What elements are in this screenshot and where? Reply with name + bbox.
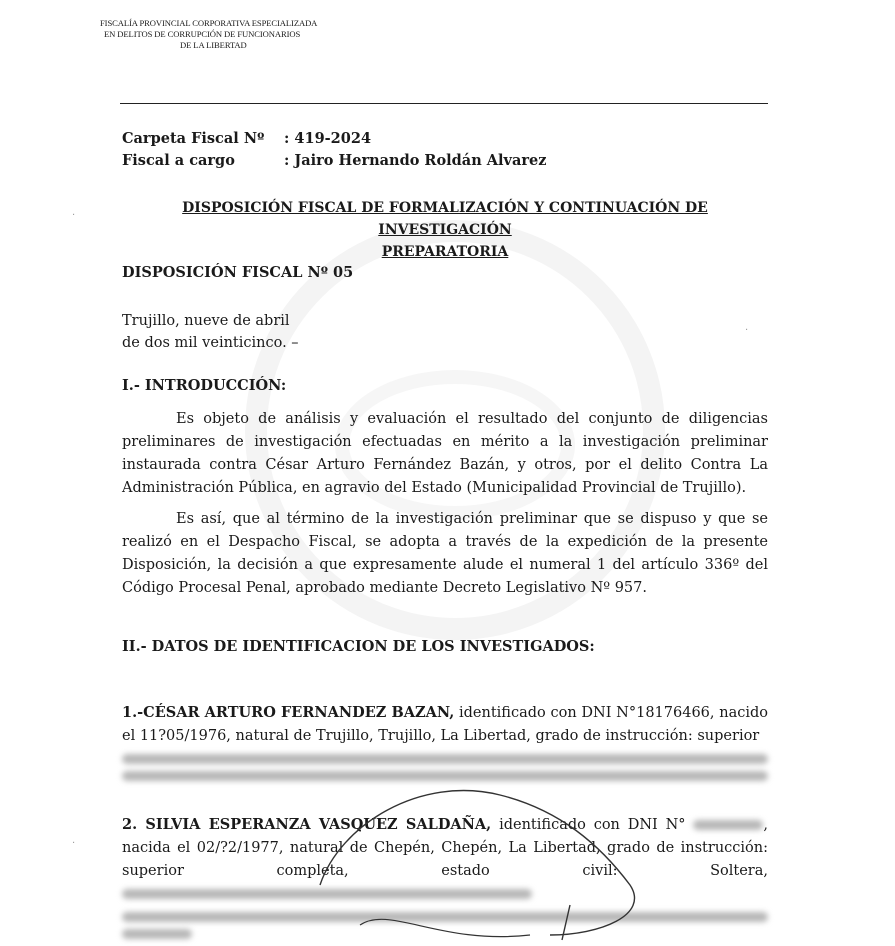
person-1-name: 1.-CÉSAR ARTURO FERNANDEZ BAZAN, xyxy=(122,704,455,721)
scan-speck: · xyxy=(745,325,749,336)
header-line-1: FISCALÍA PROVINCIAL CORPORATIVA ESPECIALIZADA xyxy=(100,18,318,28)
place-date xyxy=(122,310,299,354)
intro-paragraph-1: Es objeto de análisis y evaluación el resultado del conjunto de diligencias preliminares de investigación efectuadas en mérito a la investigación preliminar instaurada contra César Arturo Fernández Bazán, y otros, por el delito Contra La Administración Pública, en agravio del Estado (Municipalidad Provincial de Trujillo). xyxy=(122,411,768,496)
intro-paragraph-2: Es así, que al término de la investigación preliminar que se dispuso y que se realizó en el Despacho Fiscal, se adopta a través de la expedición de la presente Disposición, la decisión a que expresamente alude el numeral 1 del artículo 336º del Código Procesal Penal, aprobado mediante Decreto Legislativo Nº 957. xyxy=(122,511,768,596)
section-1-heading: I.- INTRODUCCIÓN: xyxy=(122,377,287,394)
carpeta-value: : 419-2024 xyxy=(284,130,372,147)
investigated-person-1 xyxy=(122,701,768,788)
header-line-3: DE LA LIBERTAD xyxy=(180,40,247,50)
title-line-2: PREPARATORIA xyxy=(381,244,509,260)
fiscal-value: : Jairo Hernando Roldán Alvarez xyxy=(284,152,547,169)
redacted-line xyxy=(122,771,768,781)
title-line-1: DISPOSICIÓN FISCAL DE FORMALIZACIÓN Y CONTINUACIÓN DE INVESTIGACIÓN xyxy=(182,200,708,238)
institution-header xyxy=(100,18,370,51)
person-2-name: 2. SILVIA ESPERANZA VASQUEZ SALDAÑA, xyxy=(122,816,492,833)
header-line-2: EN DELITOS DE CORRUPCIÓN DE FUNCIONARIOS xyxy=(104,29,301,39)
redacted-line xyxy=(122,912,768,922)
section-2-heading: II.- DATOS DE IDENTIFICACION DE LOS INVESTIGADOS: xyxy=(122,638,595,655)
place-date-line-1: Trujillo, nueve de abril xyxy=(122,313,290,329)
fiscal-label: Fiscal a cargo xyxy=(122,152,235,169)
document-title xyxy=(122,197,768,263)
place-date-line-2: de dos mil veinticinco. – xyxy=(122,335,299,351)
investigated-person-2: 2. SILVIA ESPERANZA VASQUEZ SALDAÑA, identificado con DNI N° , nacida el 02/?2/1977, natural de Chepén, Chepén, La Libertad, grado de instrucción: superior completa, estado civil: Soltera, xyxy=(122,813,768,946)
header-divider xyxy=(120,103,768,104)
redacted-text xyxy=(122,889,532,899)
carpeta-label: Carpeta Fiscal Nº xyxy=(122,130,265,147)
person-2-details-b: nacida el 02/?2/1977, natural de Chepén, Chepén, La Libertad, grado de instrucción: superior completa, estado civil: Soltera, xyxy=(122,840,768,879)
person-1-details: identificado con DNI N°18176466, nacido el 11?05/1976, natural de Trujillo, Trujillo, La Libertad, grado de instrucción: superior xyxy=(122,705,768,744)
redacted-dni xyxy=(693,820,763,830)
disposition-number: DISPOSICIÓN FISCAL Nº 05 xyxy=(122,264,354,281)
scan-speck: · xyxy=(72,838,76,849)
redacted-line xyxy=(122,754,768,764)
scan-speck: · xyxy=(72,210,76,221)
case-metadata xyxy=(122,128,546,172)
person-2-details-a: identificado con DNI N° xyxy=(499,817,686,833)
